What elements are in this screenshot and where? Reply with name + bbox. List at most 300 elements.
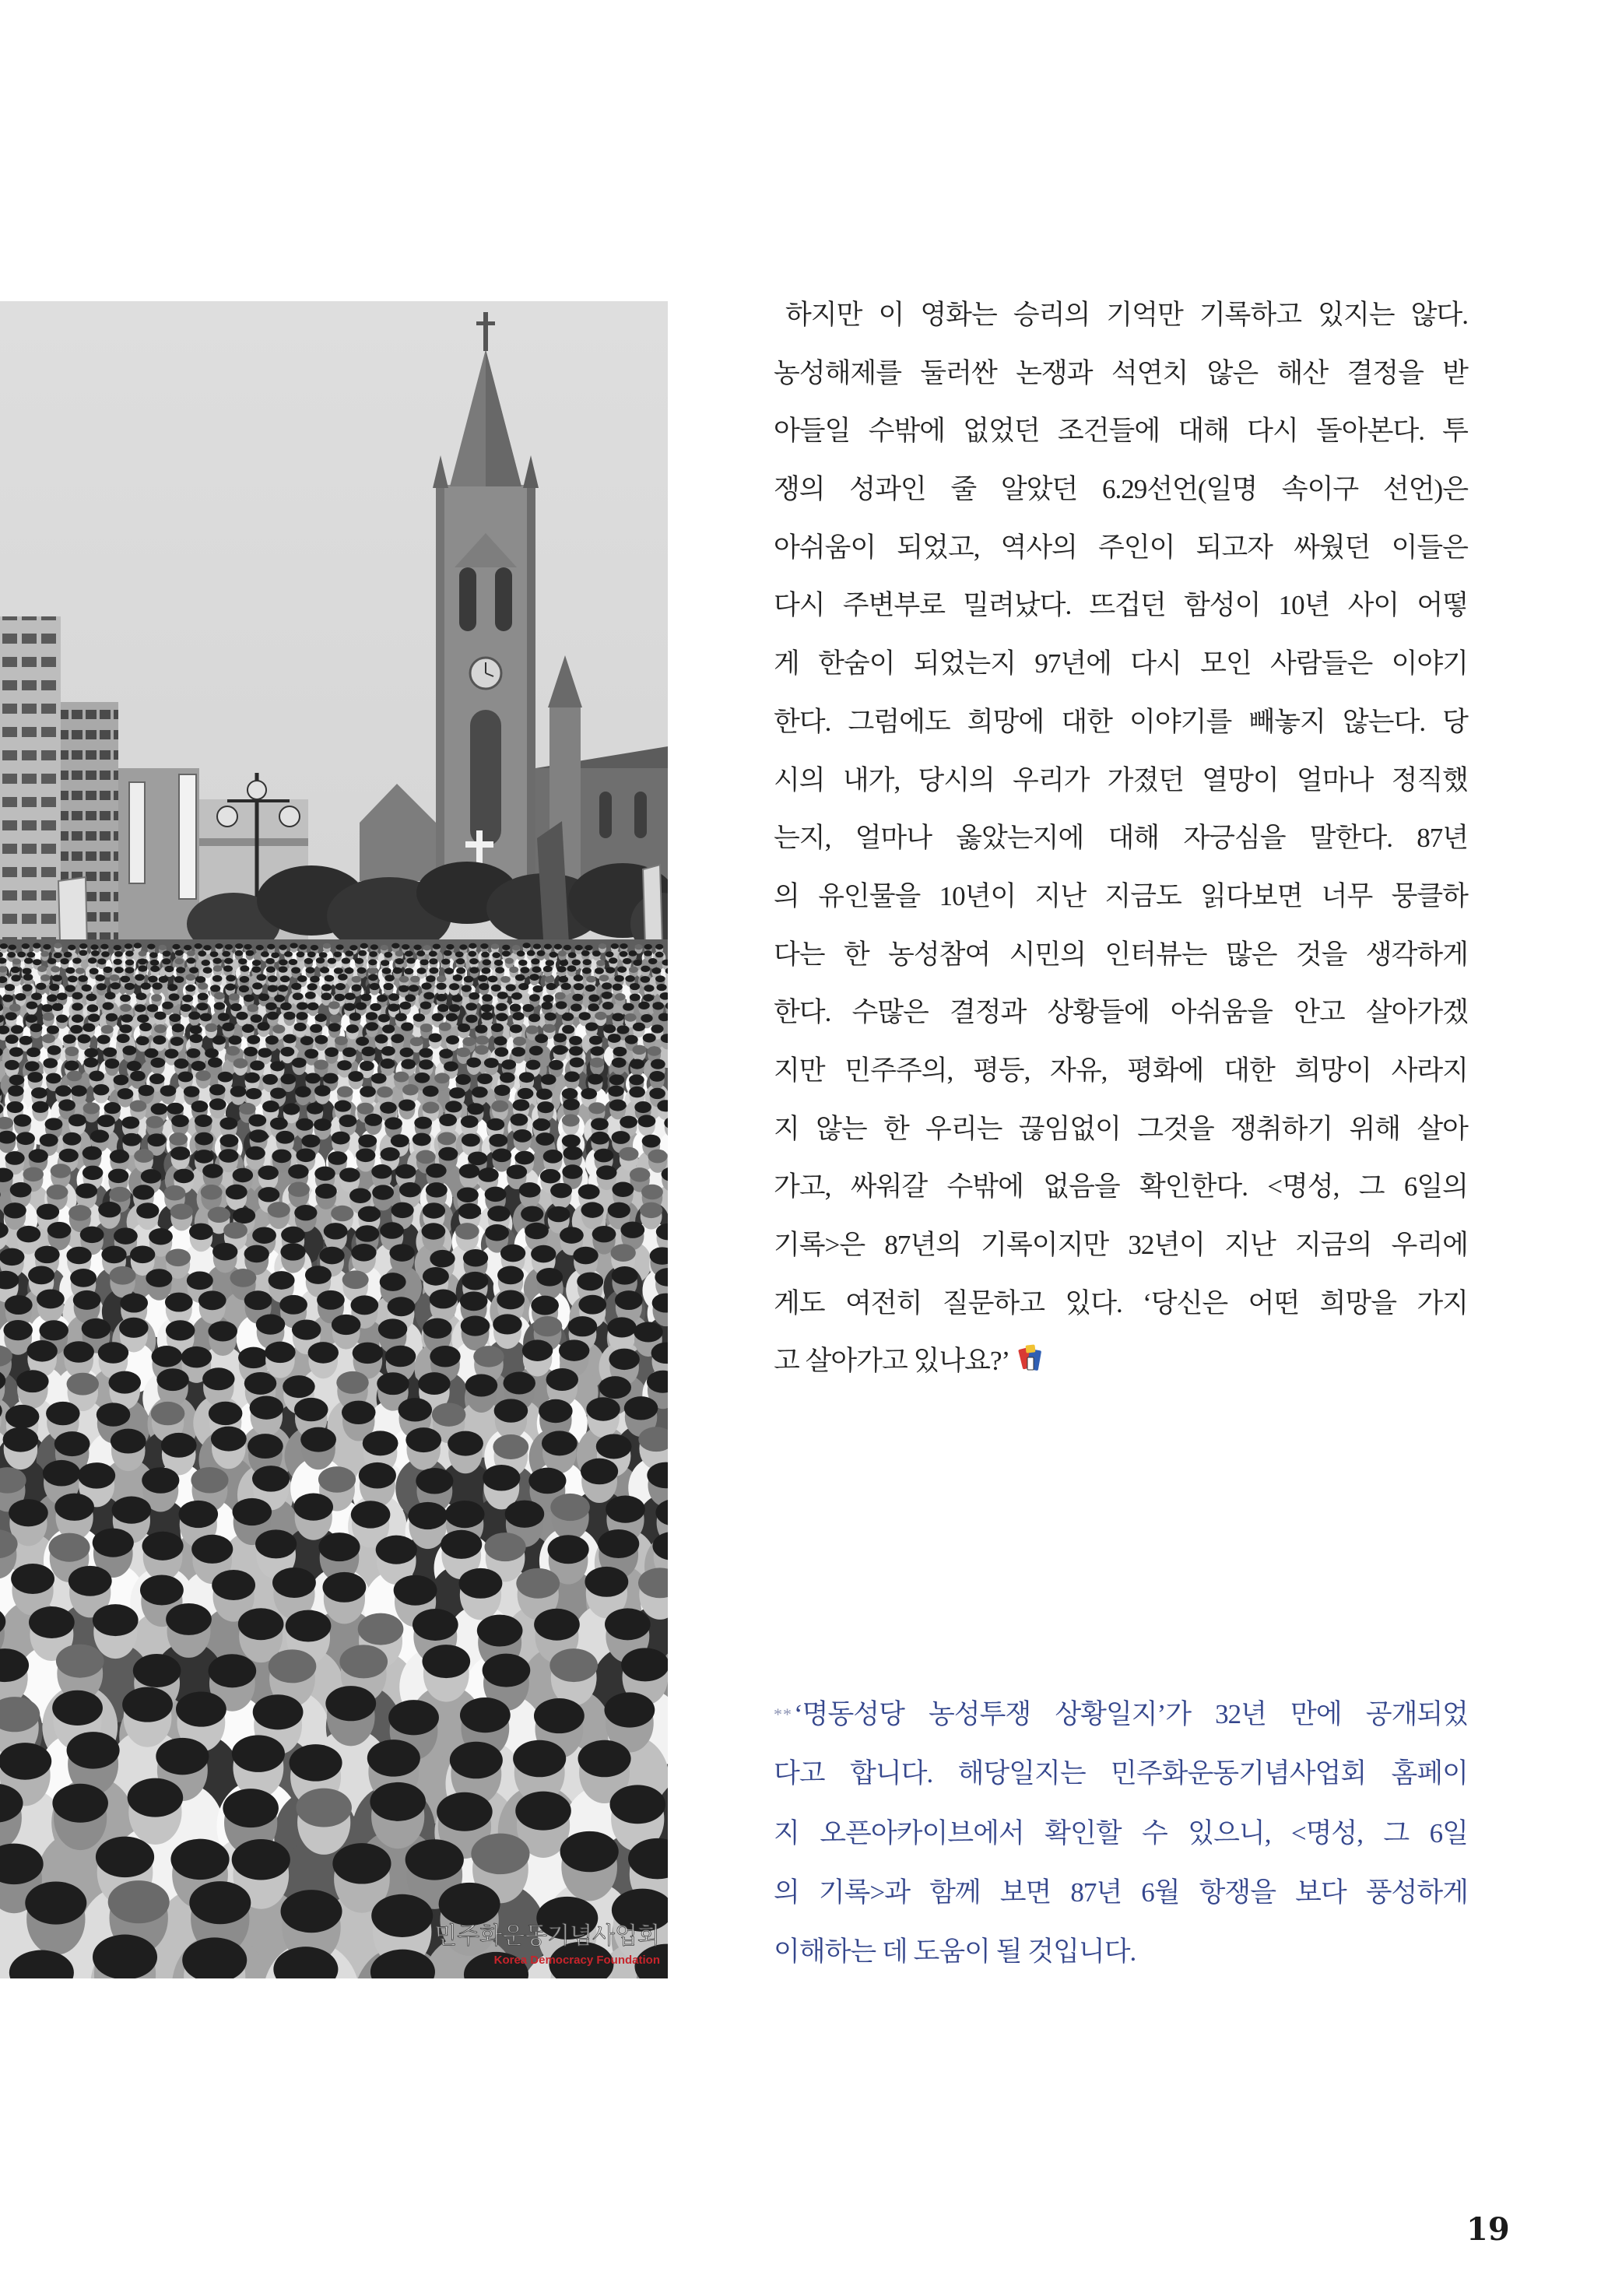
crowd-figure-hair: [114, 945, 121, 950]
crowd-figure-hair: [495, 967, 504, 973]
crowd-figure-hair: [608, 1086, 624, 1097]
crowd-figure-hair: [296, 1118, 314, 1131]
crowd-figure-hair: [39, 1320, 68, 1340]
crowd-figure-hair: [349, 1188, 371, 1203]
crowd-figure-hair: [445, 1101, 462, 1112]
crowd-figure-hair: [559, 1339, 589, 1361]
crowd-figure-hair: [629, 1075, 644, 1086]
crowd-figure-hair: [203, 945, 211, 950]
crowd-figure-hair: [423, 1267, 449, 1286]
crowd-figure-hair: [5, 1151, 24, 1165]
crowd-figure-hair: [492, 1149, 511, 1163]
crowd-figure-hair: [147, 944, 155, 950]
crowd-figure-hair: [345, 950, 353, 957]
crowd-figure-hair: [462, 1133, 480, 1146]
crowd-figure-hair: [36, 983, 46, 990]
crowd-figure-hair: [360, 1061, 374, 1071]
article-line-text: 고 살아가고 있나요?’: [774, 1346, 1010, 1377]
crowd-figure-hair: [652, 1002, 664, 1009]
crowd-figure-hair: [97, 1403, 131, 1426]
crowd-figure-hair: [212, 975, 223, 982]
crowd-figure-hair: [276, 1131, 294, 1144]
crowd-figure-hair: [141, 1169, 162, 1183]
crowd-figure-hair: [612, 1058, 627, 1068]
article-line: [774, 809, 1468, 868]
crowd-figure-hair: [518, 960, 527, 966]
crowd-figure-hair: [49, 984, 59, 991]
crowd-figure-hair: [394, 1575, 437, 1606]
crowd-figure-hair: [560, 960, 568, 966]
crowd-figure-hair: [166, 1249, 191, 1267]
crowd-figure-hair: [299, 944, 307, 950]
crowd-figure-hair: [399, 976, 409, 983]
article-line: [774, 1216, 1468, 1275]
crowd-figure-hair: [323, 943, 331, 949]
crowd-figure-hair: [67, 1071, 83, 1082]
crowd-figure-hair: [630, 994, 641, 1002]
crowd-figure-hair: [189, 1034, 202, 1043]
crowd-figure-hair: [244, 1245, 269, 1263]
crowd-figure-hair: [307, 952, 316, 958]
crowd-figure-hair: [159, 945, 167, 950]
crowd-figure-hair: [189, 967, 198, 973]
crowd-figure-hair: [507, 1164, 528, 1178]
crowd-figure-hair: [413, 945, 421, 950]
crowd-figure-hair: [176, 967, 185, 973]
crowd-figure-hair: [643, 1034, 656, 1043]
crowd-figure-hair: [592, 1226, 616, 1242]
crowd-figure-hair: [591, 1046, 605, 1055]
crowd-figure-hair: [632, 1045, 646, 1055]
crowd-figure-hair: [359, 1462, 396, 1489]
crowd-figure-hair: [640, 1202, 662, 1218]
crowd-figure-hair: [106, 1013, 118, 1022]
crowd-figure-hair: [634, 944, 642, 950]
crowd-figure-hair: [461, 1115, 479, 1128]
footnote-marker: **: [774, 1704, 792, 1724]
crowd-figure-hair: [620, 1221, 644, 1238]
crowd-figure-hair: [134, 943, 142, 948]
crowd-figure-hair: [67, 1732, 120, 1769]
crowd-figure-hair: [318, 1466, 356, 1493]
crowd-figure-hair: [130, 1071, 146, 1082]
crowd-figure-hair: [529, 974, 539, 981]
crowd-figure-hair: [433, 944, 441, 950]
crowd-figure-hair: [337, 1087, 353, 1097]
crowd-figure-hair: [477, 1615, 523, 1647]
crowd-figure-hair: [391, 943, 399, 949]
crowd-figure-hair: [615, 993, 626, 1001]
crowd-figure-hair: [52, 974, 62, 981]
crowd-figure-hair: [63, 1034, 76, 1044]
crowd-figure-hair: [543, 966, 553, 972]
crowd-figure-hair: [543, 1150, 563, 1164]
crowd-figure-hair: [154, 1012, 166, 1020]
crowd-figure-hair: [65, 1047, 79, 1056]
crowd-figure-hair: [544, 1013, 556, 1021]
crowd-figure-hair: [233, 1168, 254, 1182]
crowd-figure-hair: [151, 994, 162, 1002]
crowd-figure-hair: [381, 945, 388, 950]
crowd-figure-hair: [355, 958, 363, 964]
crowd-figure-hair: [83, 1102, 100, 1114]
crowd-figure-hair: [568, 952, 577, 958]
crowd-figure-hair: [122, 1687, 173, 1722]
crowd-figure-hair: [222, 951, 230, 957]
crowd-figure-hair: [439, 1114, 457, 1126]
cathedral-window: [599, 792, 612, 838]
crowd-figure-hair: [533, 943, 541, 949]
crowd-figure-hair: [502, 945, 510, 950]
crowd-figure-hair: [64, 1341, 94, 1363]
crowd-figure-hair: [655, 952, 664, 958]
crowd-figure-hair: [138, 965, 147, 971]
crowd-figure-hair: [399, 1182, 421, 1197]
crowd-figure-hair: [616, 1025, 629, 1034]
crowd-figure-hair: [449, 1004, 461, 1012]
crowd-figure-hair: [225, 944, 233, 950]
crowd-figure-hair: [135, 974, 145, 981]
crowd-figure-hair: [269, 1649, 317, 1683]
crowd-figure-hair: [68, 1114, 86, 1126]
crowd-figure-hair: [562, 1088, 578, 1099]
article-line-text: 시의 내가, 당시의 우리가 가졌던 열망이 얼마나 정직했: [774, 764, 1468, 795]
crowd-figure-hair: [549, 1060, 563, 1070]
article-line-text: 아들일 수밖에 없었던 조건들에 대해 다시 돌아본다. 투: [774, 416, 1468, 447]
crowd-figure-hair: [437, 975, 447, 982]
crowd-figure-hair: [125, 960, 134, 966]
crowd-figure-hair: [578, 1185, 600, 1199]
crowd-figure-hair: [612, 1182, 634, 1197]
crowd-figure-hair: [582, 967, 592, 974]
crowd-figure-hair: [376, 1536, 417, 1564]
crowd-figure-hair: [114, 951, 123, 957]
crowd-figure-hair: [211, 1427, 247, 1452]
tower-buttress: [527, 485, 535, 881]
crowd-figure-hair: [101, 951, 110, 957]
crowd-figure-hair: [265, 1342, 295, 1364]
crowd-figure-hair: [195, 1115, 212, 1127]
crowd-figure-hair: [171, 1115, 189, 1127]
crowd-figure-hair: [648, 1150, 667, 1164]
crowd-figure-hair: [439, 1023, 451, 1031]
crowd-figure-hair: [510, 1114, 528, 1126]
crowd-figure-hair: [513, 1099, 530, 1111]
crowd-figure-hair: [280, 1074, 296, 1085]
crowd-figure-hair: [252, 960, 261, 966]
crowd-figure-hair: [324, 1223, 348, 1239]
crowd-figure-hair: [178, 1072, 194, 1083]
crowd-figure-hair: [423, 1086, 439, 1097]
crowd-figure-hair: [93, 1935, 157, 1978]
crowd-figure-hair: [625, 975, 635, 982]
crowd-figure-hair: [382, 1024, 395, 1033]
crowd-figure-hair: [651, 1059, 665, 1069]
crowd-figure-hair: [139, 950, 147, 957]
crowd-figure-hair: [423, 992, 434, 1000]
crowd-figure-hair: [609, 1099, 627, 1111]
crowd-figure-hair: [148, 976, 158, 983]
crowd-figure-hair: [292, 1058, 307, 1068]
crowd-figure-hair: [310, 1024, 322, 1033]
crowd-figure-hair: [250, 1060, 265, 1070]
crowd-figure-hair: [232, 1735, 285, 1772]
crowd-figure-hair: [518, 1088, 534, 1099]
crowd-figure-hair: [569, 1036, 582, 1045]
crowd-figure-hair: [604, 1692, 655, 1727]
crowd-figure-hair: [319, 952, 328, 958]
crowd-figure-hair: [494, 1399, 528, 1422]
crowd-figure-hair: [225, 983, 235, 990]
crowd-figure-hair: [615, 1290, 643, 1310]
protest-photo: [0, 301, 668, 1978]
article-line-text: 기록>은 87년의 기록이지만 32년이 지난 지금의 우리에: [774, 1230, 1468, 1260]
crowd-figure-hair: [444, 1062, 458, 1072]
crowd-figure-hair: [23, 968, 32, 974]
watermark-english: Korea Democracy Foundation: [493, 1954, 660, 1967]
crowd-figure-hair: [505, 958, 514, 964]
crowd-figure-hair: [531, 1296, 559, 1315]
crowd-figure-hair: [290, 1744, 342, 1782]
crowd-figure-hair: [90, 944, 98, 950]
crowd-figure-hair: [369, 951, 377, 957]
crowd-figure-hair: [514, 1151, 534, 1165]
crowd-figure-hair: [543, 1024, 556, 1033]
crowd-figure-hair: [420, 1002, 432, 1009]
crowd-figure-hair: [446, 1035, 459, 1044]
crowd-figure-hair: [349, 1013, 361, 1021]
crowd-figure-hair: [608, 1202, 630, 1218]
crowd-figure-hair: [395, 950, 404, 957]
crowd-figure-hair: [496, 1003, 507, 1011]
crowd-figure-hair: [426, 1182, 448, 1197]
crowd-figure-hair: [444, 950, 452, 957]
crowd-figure-hair: [402, 944, 409, 950]
crowd-figure-hair: [405, 994, 416, 1002]
crowd-figure-hair: [439, 1883, 500, 1926]
crowd-figure-hair: [0, 1248, 24, 1266]
crowd-figure-hair: [562, 1164, 583, 1178]
crowd-figure-hair: [47, 958, 56, 964]
crowd-figure-hair: [247, 1004, 258, 1012]
crowd-figure-hair: [391, 1134, 409, 1147]
crowd-figure-hair: [426, 1164, 447, 1178]
crowd-figure-hair: [244, 995, 255, 1002]
crowd-figure-hair: [549, 1648, 598, 1682]
crowd-figure-hair: [266, 967, 276, 973]
crowd-figure-hair: [444, 967, 454, 974]
crowd-figure-hair: [554, 944, 562, 950]
crowd: [0, 943, 668, 1978]
article-line-text: 농성해제를 둘러싼 논쟁과 석연치 않은 해산 결정을 받: [774, 357, 1468, 388]
crowd-figure-hair: [480, 943, 488, 949]
crowd-figure-hair: [560, 1227, 584, 1243]
crowd-figure-hair: [469, 958, 478, 964]
crowd-figure-hair: [606, 951, 614, 957]
crowd-figure-hair: [536, 1268, 563, 1287]
crowd-figure-hair: [612, 1131, 630, 1144]
crowd-figure-hair: [366, 1022, 378, 1030]
crowd-figure-hair: [272, 1150, 291, 1164]
crowd-figure-hair: [305, 1266, 332, 1284]
crowd-figure-hair: [634, 1322, 663, 1342]
crowd-figure-hair: [214, 992, 225, 999]
crowd-figure-hair: [532, 1118, 550, 1131]
crowd-figure-hair: [305, 1073, 321, 1083]
crowd-figure-hair: [269, 1271, 295, 1290]
crowd-figure-hair: [160, 1085, 177, 1096]
crowd-figure-hair: [40, 1134, 58, 1147]
crowd-figure-hair: [111, 982, 121, 989]
crowd-figure-hair: [527, 950, 535, 957]
crowd-figure-hair: [655, 975, 665, 982]
crowd-figure-hair: [40, 974, 51, 981]
crowd-figure-hair: [641, 966, 650, 972]
crowd-figure-hair: [517, 950, 525, 957]
crowd-figure-hair: [83, 1023, 95, 1032]
crowd-figure-hair: [162, 1002, 174, 1009]
crowd-figure-hair: [482, 994, 493, 1002]
crowd-figure-hair: [511, 992, 522, 1000]
crowd-figure-hair: [526, 1026, 539, 1034]
crowd-figure-hair: [257, 974, 267, 981]
crowd-figure-hair: [127, 1061, 142, 1071]
crowd-figure-hair: [190, 1025, 202, 1034]
crowd-figure-hair: [209, 1654, 257, 1687]
crowd-figure-hair: [609, 957, 617, 964]
crowd-figure-hair: [90, 968, 99, 974]
crowd-figure-hair: [34, 1246, 59, 1264]
crowd-figure-hair: [108, 1880, 170, 1923]
crowd-figure-hair: [300, 1036, 314, 1045]
crowd-figure-hair: [294, 1023, 307, 1031]
crowd-figure-hair: [585, 945, 592, 950]
crowd-figure-hair: [501, 1059, 516, 1069]
article-line: [774, 1101, 1468, 1159]
crowd-figure-hair: [513, 1740, 566, 1778]
crowd-figure-hair: [656, 984, 666, 991]
crowd-figure-hair: [462, 1037, 476, 1046]
crowd-figure-hair: [625, 1035, 638, 1044]
crowd-figure-hair: [136, 992, 147, 1000]
crowd-figure-hair: [531, 1245, 556, 1263]
crowd-figure-hair: [476, 1036, 489, 1045]
crowd-figure-hair: [519, 1072, 535, 1083]
crowd-figure-hair: [529, 1046, 543, 1055]
crowd-figure-hair: [588, 1074, 603, 1085]
crowd-figure-hair: [167, 1103, 184, 1115]
crowd-figure-hair: [513, 1129, 532, 1143]
crowd-figure-hair: [546, 1368, 578, 1391]
crowd-figure-hair: [256, 1315, 286, 1335]
crowd-figure-hair: [180, 1004, 191, 1012]
crowd-figure-hair: [165, 1049, 179, 1058]
crowd-figure-hair: [242, 1024, 255, 1033]
crowd-figure-hair: [395, 958, 404, 964]
crowd-figure-hair: [528, 1014, 540, 1023]
crowd-figure-hair: [400, 1002, 412, 1009]
crowd-figure-hair: [460, 1697, 511, 1733]
crowd-figure-hair: [98, 1202, 121, 1217]
crowd-figure-hair: [364, 1114, 382, 1126]
crowd-figure-hair: [82, 985, 92, 992]
crowd-figure-hair: [333, 951, 342, 957]
crowd-figure-hair: [270, 1118, 288, 1130]
crowd-figure-hair: [96, 1837, 154, 1877]
crowd-figure-hair: [328, 1001, 340, 1009]
crowd-figure-hair: [4, 1202, 26, 1218]
crowd-figure-hair: [218, 1072, 233, 1083]
crowd-figure-hair: [75, 967, 85, 974]
article-line: [774, 1332, 1468, 1391]
crowd-figure-hair: [634, 1101, 651, 1113]
crowd-figure-hair: [212, 1570, 255, 1600]
crowd-figure-hair: [67, 1373, 99, 1396]
crowd-figure-hair: [210, 951, 219, 957]
crowd-figure-hair: [503, 1372, 535, 1395]
crowd-figure-hair: [268, 985, 278, 992]
crowd-figure-hair: [385, 1346, 416, 1367]
crowd-figure-hair: [570, 1057, 585, 1067]
crowd-figure-hair: [629, 950, 637, 957]
crowd-figure-hair: [279, 1295, 307, 1315]
crowd-figure-hair: [54, 943, 61, 948]
crowd-figure-hair: [240, 976, 250, 983]
crowd-figure-hair: [191, 1101, 209, 1112]
crowd-figure-hair: [26, 1014, 37, 1023]
building-sign: [179, 774, 196, 899]
crowd-figure-hair: [208, 1058, 223, 1068]
crowd-figure-hair: [219, 1118, 237, 1130]
crowd-figure-hair: [418, 1372, 450, 1395]
crowd-figure-hair: [536, 1089, 553, 1100]
article-line: [774, 461, 1468, 519]
crowd-figure-hair: [429, 1033, 442, 1042]
crowd-figure-hair: [449, 1087, 465, 1098]
crowd-figure-hair: [398, 985, 409, 992]
crowd-figure-hair: [563, 1146, 582, 1160]
crowd-figure-hair: [434, 1073, 450, 1083]
crowd-figure-hair: [100, 944, 108, 950]
crowd-figure-hair: [381, 1058, 395, 1069]
crowd-figure-hair: [335, 1100, 352, 1111]
crowd-figure-hair: [620, 943, 627, 949]
crowd-figure-hair: [475, 1045, 489, 1055]
crowd-figure-hair: [496, 1013, 507, 1021]
building-sign: [129, 782, 145, 883]
crowd-figure-hair: [279, 966, 288, 972]
crowd-figure-hair: [607, 1317, 637, 1337]
crowd-figure-hair: [614, 975, 624, 982]
crowd-figure-hair: [569, 1046, 583, 1055]
crowd-figure-hair: [239, 1103, 256, 1115]
crowd-figure-hair: [472, 1087, 488, 1097]
tower-buttress: [436, 485, 444, 881]
crowd-figure-hair: [563, 1098, 580, 1110]
crowd-figure-hair: [265, 1035, 279, 1044]
crowd-figure-hair: [588, 1102, 606, 1114]
crowd-figure-hair: [46, 1402, 80, 1425]
crowd-figure-hair: [314, 1085, 331, 1096]
crowd-figure-hair: [43, 1013, 54, 1021]
crowd-figure-hair: [146, 1269, 172, 1287]
crowd-figure-hair: [280, 1047, 294, 1056]
crowd-figure-hair: [212, 1243, 237, 1261]
crowd-figure-hair: [599, 943, 606, 949]
crowd-figure-hair: [315, 1184, 337, 1199]
crowd-figure-hair: [209, 1084, 226, 1095]
crowd-figure-hair: [493, 1434, 528, 1459]
